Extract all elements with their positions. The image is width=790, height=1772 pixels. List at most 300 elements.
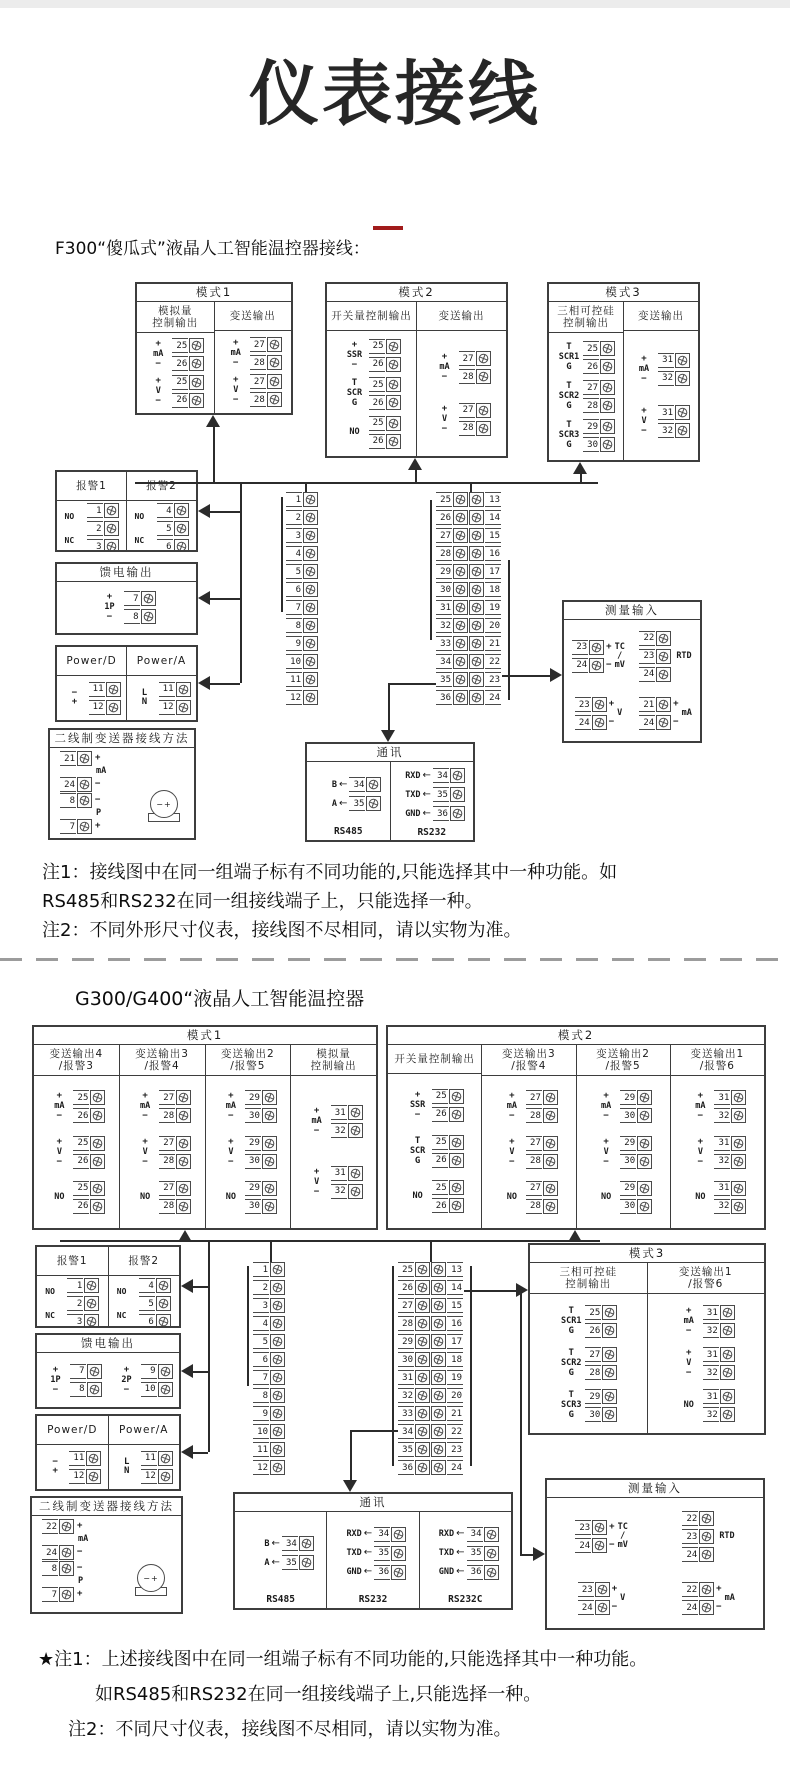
- panel-column: [549, 302, 623, 460]
- terminal-number: 12: [141, 1469, 157, 1484]
- sign-top: +: [351, 339, 358, 350]
- column-body: [109, 1445, 180, 1489]
- contact-label: NC: [134, 536, 145, 545]
- terminal: [639, 667, 671, 682]
- column-header-line: 变送输出: [638, 310, 684, 322]
- screw-terminal-icon: [731, 1108, 746, 1123]
- terminal-pair: [436, 600, 501, 615]
- measure-input-tr: [639, 631, 691, 682]
- terminal-number: 30: [585, 1407, 601, 1422]
- strip-row: [436, 582, 501, 597]
- group-label: mA: [683, 1316, 694, 1326]
- screw-terminal-icon: [158, 1469, 173, 1484]
- terminal-sign: −: [95, 779, 101, 789]
- column-body: [388, 1074, 481, 1228]
- screw-terminal-icon: [699, 1547, 714, 1562]
- panel-gfeed: [35, 1333, 181, 1409]
- terminal: [89, 700, 121, 715]
- group-label: mA: [695, 1101, 706, 1112]
- terminal-pair: [398, 1388, 463, 1403]
- column-header: [482, 1045, 575, 1076]
- terminal: [141, 1382, 173, 1397]
- terminal-number: 26: [73, 1108, 89, 1123]
- title-accent-dash: [373, 226, 403, 230]
- column-body: [327, 331, 416, 456]
- terminal: [67, 1278, 99, 1293]
- terminal-number: 29: [245, 1181, 261, 1196]
- terminal-number: 30: [583, 437, 599, 452]
- arrowhead-left: [181, 1364, 193, 1378]
- terminal: [87, 539, 119, 552]
- measure-row: [572, 658, 611, 673]
- sign-top: T: [566, 420, 572, 430]
- screw-terminal-icon: [415, 1460, 430, 1475]
- group-label-block: [43, 1458, 67, 1476]
- panel-title: 馈电输出: [57, 564, 196, 582]
- terminal: [69, 1451, 101, 1466]
- measure-row: [639, 667, 673, 682]
- terminal-number: 28: [250, 355, 266, 370]
- group-label: mA: [54, 1101, 65, 1112]
- panel-column: [137, 302, 214, 413]
- screw-terminal-icon: [476, 421, 491, 436]
- sign-top: +: [509, 1091, 515, 1102]
- note-line: RS485和RS232在同一组接线端子上，只能选择一种。: [42, 891, 483, 912]
- terminal-sign: +: [608, 699, 615, 710]
- arrow-left-glyph: ←: [456, 1566, 465, 1577]
- terminal-pair: [436, 690, 501, 705]
- terminal-pair: [436, 672, 501, 687]
- column-header: [37, 1247, 108, 1276]
- input-type-label-line: RTD: [719, 1531, 735, 1541]
- terminal-sign: −: [606, 659, 612, 670]
- strip-row: [398, 1460, 463, 1475]
- panel-alarm: [55, 470, 198, 552]
- group-label-block: [63, 689, 87, 707]
- terminal-number: 17: [447, 1334, 463, 1349]
- terminal-number: 23: [575, 1520, 591, 1535]
- group-label-block: [406, 1091, 430, 1120]
- screw-terminal-icon: [453, 582, 468, 597]
- terminal-number: 4: [157, 503, 173, 518]
- terminal: [159, 1090, 191, 1105]
- panel-column: [57, 582, 196, 633]
- terminal-sign: +: [77, 1589, 83, 1599]
- terminal-number: 11: [253, 1442, 269, 1457]
- wire-segment: [388, 683, 390, 730]
- input-type-label: [618, 1523, 628, 1550]
- terminal-stack: [526, 1181, 558, 1214]
- screw-terminal-icon: [602, 1323, 617, 1338]
- pin-label: RXD: [405, 770, 421, 781]
- sign-bottom: +: [71, 697, 78, 707]
- sign-top: T: [414, 1135, 421, 1146]
- panel-gcomm: [233, 1492, 513, 1610]
- input-type-label-line: mV: [617, 1540, 628, 1550]
- column-body: [671, 1076, 764, 1228]
- twowire-row: [60, 819, 106, 834]
- panel-gmode3: [528, 1243, 766, 1435]
- terminal: [42, 1545, 74, 1560]
- sign-bottom: −: [686, 1326, 692, 1336]
- screw-terminal-icon: [299, 1555, 314, 1570]
- screw-terminal-icon: [267, 374, 282, 389]
- screw-terminal-icon: [386, 434, 401, 449]
- input-type-label: [682, 709, 692, 718]
- terminal-sign: −: [77, 1547, 83, 1557]
- screw-terminal-icon: [158, 1451, 173, 1466]
- group-label-block: [305, 1168, 329, 1197]
- terminal-number: 34: [374, 1527, 390, 1542]
- terminal: [703, 1305, 735, 1320]
- group-label: 1P: [104, 602, 115, 612]
- comm-pin-row: [315, 777, 381, 792]
- column-header: [388, 1045, 481, 1074]
- screw-terminal-icon: [431, 1370, 446, 1385]
- group-label-block: [594, 1192, 618, 1203]
- terminal-number: 22: [682, 1582, 698, 1597]
- terminal: [433, 768, 465, 783]
- arrow-left-glyph: ←: [456, 1547, 465, 1558]
- screw-terminal-icon: [484, 1546, 499, 1561]
- column-header-line: 报警1: [56, 1255, 88, 1267]
- strip-row: [286, 690, 318, 705]
- panel-column: [119, 1045, 205, 1228]
- screw-terminal-icon: [104, 503, 119, 518]
- terminal-stack: [432, 1089, 464, 1122]
- group-label: V: [314, 1176, 320, 1187]
- terminal-number: 3: [67, 1314, 83, 1328]
- terminal: [60, 777, 92, 792]
- strip-row: [253, 1406, 285, 1421]
- input-type-label-line: RTD: [676, 650, 692, 661]
- terminal-number: 23: [639, 649, 655, 664]
- pin-label: B: [331, 779, 338, 790]
- terminal-number: 3: [87, 539, 103, 552]
- screw-terminal-icon: [675, 353, 690, 368]
- screw-terminal-icon: [469, 510, 484, 525]
- panel-column: [37, 1353, 108, 1407]
- terminal: [583, 398, 615, 413]
- terminal-sign: −: [716, 1602, 722, 1612]
- terminal-group: [557, 341, 615, 374]
- sign-top: L: [141, 688, 148, 698]
- terminal-stack: [369, 416, 401, 449]
- terminal-stack: [172, 375, 204, 408]
- terminal: [286, 546, 318, 561]
- terminal-stack: [139, 1278, 171, 1328]
- screw-terminal-icon: [415, 1442, 430, 1457]
- column-header-line: 模拟量: [316, 1048, 351, 1060]
- terminal-number: 31: [703, 1305, 719, 1320]
- terminal-stack: [331, 1105, 363, 1138]
- screw-terminal-icon: [600, 359, 615, 374]
- panel-title: 测量输入: [564, 602, 700, 620]
- group-label: mA: [311, 1116, 322, 1127]
- sign-top: T: [566, 342, 572, 352]
- terminal-number: 10: [141, 1382, 157, 1397]
- terminal: [585, 1323, 617, 1338]
- screw-terminal-icon: [59, 1545, 74, 1560]
- screw-terminal-icon: [449, 1089, 464, 1104]
- terminal: [585, 1407, 617, 1422]
- terminal-number: 26: [436, 510, 452, 525]
- pin-label: TXD: [405, 789, 421, 800]
- sign-top: +: [228, 1136, 234, 1147]
- screw-terminal-icon: [176, 1108, 191, 1123]
- column-header: [549, 302, 623, 333]
- measure-row: [682, 1511, 716, 1526]
- terminal-number: 4: [139, 1278, 155, 1293]
- screw-terminal-icon: [592, 1538, 607, 1553]
- terminal: [578, 1600, 610, 1615]
- terminal-number: 31: [703, 1347, 719, 1362]
- group-label: V: [441, 413, 448, 424]
- terminal: [432, 1198, 464, 1213]
- panel-title: 馈电输出: [37, 1335, 179, 1353]
- strip-row: [398, 1316, 463, 1331]
- comm-pin-row: [432, 1565, 498, 1580]
- wire-segment: [60, 1240, 600, 1242]
- screw-terminal-icon: [189, 338, 204, 353]
- sign-top: +: [509, 1136, 515, 1147]
- contact-label: NO: [116, 1287, 127, 1296]
- screw-terminal-icon: [270, 1262, 285, 1277]
- terminal-group: [133, 1090, 191, 1123]
- arrow-left-glyph: ←: [339, 797, 348, 809]
- measure-row: [578, 1600, 617, 1615]
- terminal-number: 4: [253, 1316, 269, 1331]
- arrowhead-right: [533, 1547, 545, 1561]
- terminal: [583, 341, 615, 356]
- panel-column: [481, 1045, 575, 1228]
- column-header-line: /报警3: [58, 1060, 94, 1072]
- strip-row: [253, 1424, 285, 1439]
- strip-row: [286, 600, 318, 615]
- sign-bottom: G: [566, 440, 572, 450]
- terminal-stack: [73, 1090, 105, 1123]
- group-label: NO: [54, 1191, 65, 1202]
- sign-bottom: −: [233, 358, 239, 368]
- screw-terminal-icon: [270, 1280, 285, 1295]
- sign-top: T: [566, 381, 572, 391]
- arrowhead-right: [550, 668, 562, 682]
- terminal-number: 25: [432, 1135, 448, 1150]
- terminal: [159, 700, 191, 715]
- screw-terminal-icon: [158, 1382, 173, 1397]
- terminal-number: 5: [157, 521, 173, 536]
- terminal-group: [343, 377, 401, 410]
- group-label-block: [688, 1138, 712, 1167]
- panel-galarm: [35, 1245, 181, 1328]
- screw-terminal-icon: [174, 503, 189, 518]
- terminal-group: [594, 1090, 652, 1123]
- column-body: [57, 501, 126, 552]
- strip-row: [253, 1460, 285, 1475]
- terminal: [141, 1469, 173, 1484]
- terminal: [172, 338, 204, 353]
- strip-row: [286, 546, 318, 561]
- terminal: [583, 380, 615, 395]
- terminal: [286, 618, 318, 633]
- group-label-block: [47, 1192, 71, 1203]
- strip-row: [253, 1352, 285, 1367]
- terminal: [73, 1181, 105, 1196]
- screw-terminal-icon: [174, 521, 189, 536]
- screw-terminal-icon: [415, 1316, 430, 1331]
- screw-terminal-icon: [415, 1406, 430, 1421]
- terminal: [73, 1199, 105, 1214]
- screw-terminal-icon: [731, 1154, 746, 1169]
- group-label-block: [677, 1307, 701, 1336]
- screw-terminal-icon: [270, 1442, 285, 1457]
- screw-terminal-icon: [415, 1262, 430, 1277]
- terminal: [73, 1136, 105, 1151]
- screw-terminal-icon: [543, 1199, 558, 1214]
- panel-gmode1: [32, 1025, 378, 1230]
- terminal-group: [224, 374, 282, 407]
- panel-title: 模式2: [327, 284, 506, 302]
- terminal-number: 2: [87, 521, 103, 536]
- wire-segment: [520, 1554, 533, 1556]
- column-body: [120, 1076, 205, 1228]
- group-label: mA: [506, 1101, 517, 1112]
- group-label: V: [228, 1146, 234, 1157]
- strip-row: [436, 690, 501, 705]
- terminal-group: [219, 1181, 277, 1214]
- input-type-label: [615, 643, 625, 670]
- terminal-group: [146, 375, 204, 408]
- f300-heading: F300“傻瓜式”液晶人工智能温控器接线：: [55, 239, 370, 259]
- terminal-number: 20: [485, 618, 501, 633]
- arrowhead-right: [516, 1283, 528, 1297]
- sign-bottom: G: [414, 1155, 421, 1166]
- twowire-terminals: [60, 751, 106, 834]
- terminal-number: 31: [714, 1136, 730, 1151]
- terminal: [714, 1199, 746, 1214]
- screw-terminal-icon: [602, 1347, 617, 1362]
- sign-top: +: [142, 1136, 148, 1147]
- screw-terminal-icon: [469, 546, 484, 561]
- screw-terminal-icon: [731, 1199, 746, 1214]
- terminal-number: 26: [73, 1154, 89, 1169]
- strip-row: [436, 546, 501, 561]
- screw-terminal-icon: [543, 1136, 558, 1151]
- terminal: [70, 1382, 102, 1397]
- column-body: [57, 676, 126, 720]
- terminal-number: 30: [436, 582, 452, 597]
- column-header-line: Power/A: [119, 1424, 169, 1436]
- terminal: [682, 1547, 714, 1562]
- sign-top: +: [697, 1136, 704, 1147]
- contact-label: NO: [134, 512, 145, 521]
- terminal: [620, 1181, 652, 1196]
- terminal-number: 25: [73, 1181, 89, 1196]
- strip-row: [436, 636, 501, 651]
- screw-terminal-icon: [637, 1181, 652, 1196]
- screw-terminal-icon: [270, 1370, 285, 1385]
- group-label: SSR: [346, 349, 363, 360]
- terminal-number: 25: [172, 375, 188, 390]
- terminal: [124, 609, 156, 624]
- terminal: [585, 1365, 617, 1380]
- terminal: [253, 1352, 285, 1367]
- terminal-number: 23: [485, 672, 501, 687]
- wire-segment: [193, 1452, 208, 1454]
- terminal: [575, 697, 607, 712]
- group-label-block: [343, 379, 367, 408]
- terminal-number: 25: [369, 339, 385, 354]
- column-body: [624, 331, 698, 460]
- column-header-line: Power/D: [66, 655, 117, 667]
- terminal-pair: [398, 1460, 463, 1475]
- measure-row: [575, 1538, 614, 1553]
- strip-row: [253, 1334, 285, 1349]
- terminal: [286, 690, 318, 705]
- terminal: [639, 631, 671, 646]
- terminal-number: 24: [575, 715, 591, 730]
- terminal: [245, 1108, 277, 1123]
- contact-labels: [135, 505, 155, 553]
- screw-terminal-icon: [90, 1199, 105, 1214]
- panel-gstrip-right: [398, 1262, 463, 1478]
- terminal: [67, 1296, 99, 1311]
- panel-column: [126, 472, 196, 550]
- panel-title: 二线制变送器接线方法: [32, 1498, 181, 1516]
- group-label-block: [688, 1092, 712, 1121]
- screw-terminal-icon: [431, 1298, 446, 1313]
- panel-columns: [37, 1247, 179, 1326]
- input-type-label: [620, 1594, 625, 1603]
- wire-segment: [470, 1266, 472, 1466]
- screw-terminal-icon: [720, 1305, 735, 1320]
- terminal: [459, 421, 491, 436]
- terminal-group: [224, 337, 282, 370]
- panel-columns: [307, 762, 473, 840]
- terminal-sign: +: [77, 1521, 83, 1531]
- terminal-number: 15: [447, 1298, 463, 1313]
- terminal-number: 25: [585, 1305, 601, 1320]
- group-label-block: [557, 421, 581, 450]
- screw-terminal-icon: [391, 1565, 406, 1580]
- pin-label: GND: [438, 1567, 455, 1577]
- pin-label: B: [264, 1538, 270, 1549]
- panel-title: 模式1: [137, 284, 291, 302]
- terminal-number: 2: [286, 510, 302, 525]
- column-body: [37, 1276, 108, 1328]
- terminal-number: 35: [282, 1555, 298, 1570]
- sign-top: +: [123, 1364, 130, 1375]
- sign-bottom: −: [686, 1368, 692, 1378]
- sign-bottom: G: [566, 362, 572, 372]
- screw-terminal-icon: [600, 380, 615, 395]
- column-body: [109, 1276, 180, 1328]
- terminal: [253, 1334, 285, 1349]
- terminal-number: 28: [459, 421, 475, 436]
- terminal-number: 28: [436, 546, 452, 561]
- terminal-number: 29: [620, 1136, 636, 1151]
- transmitter-base: [148, 813, 180, 822]
- screw-terminal-icon: [270, 1424, 285, 1439]
- column-body: [108, 1353, 179, 1407]
- panel-columns: [235, 1512, 511, 1608]
- screw-terminal-icon: [469, 618, 484, 633]
- measure-input-bl: [578, 1582, 626, 1615]
- terminal: [159, 1199, 191, 1214]
- terminal-stack: [714, 1181, 746, 1214]
- comm-group: [429, 1523, 501, 1584]
- screw-terminal-icon: [270, 1406, 285, 1421]
